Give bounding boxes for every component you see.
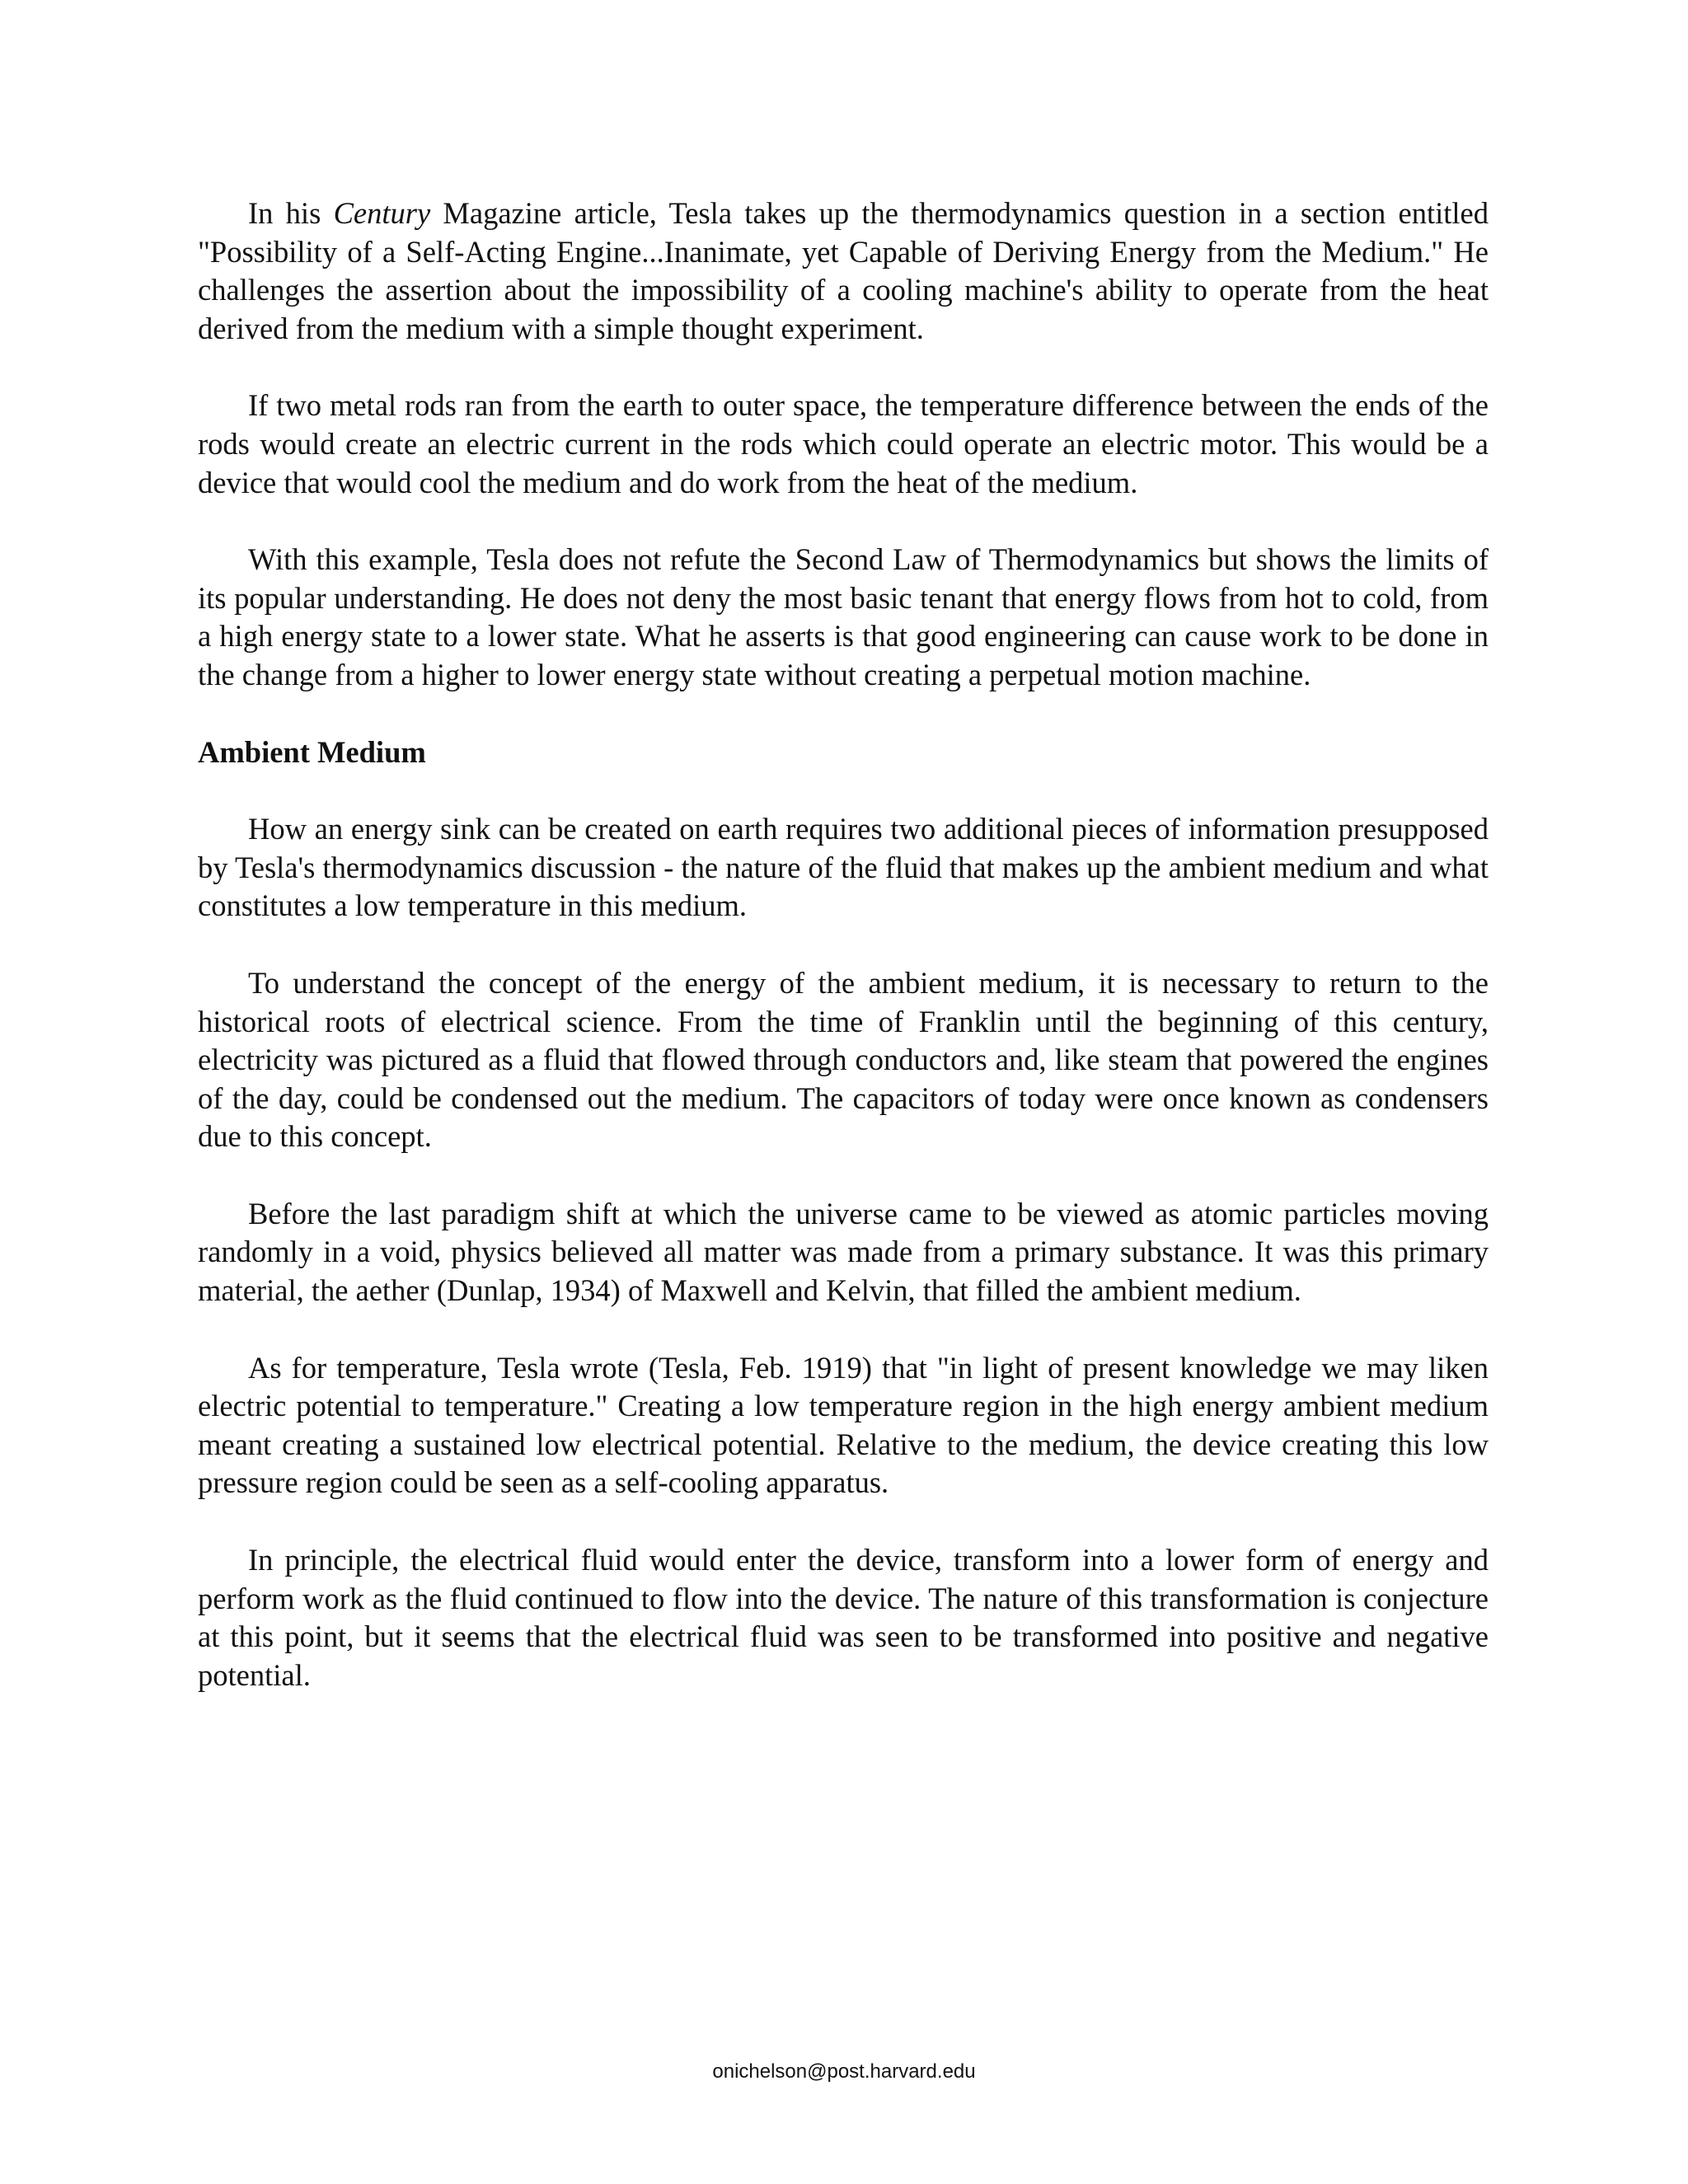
paragraph-century-article (198, 194, 1489, 348)
paragraph-electrical-fluid: In principle, the electrical fluid would enter the device, transform into a lower form of energy and perform work as the fluid continued to flow into the device. The nature of this transformation is conjecture at this point, but it seems that the electrical fluid was seen to be transformed into positive and negative potential. (198, 1543, 1489, 1692)
paragraph-energy-sink: How an energy sink can be created on earth requires two additional pieces of information presupposed by Tesla's thermodynamics discussion - the nature of the fluid that makes up the ambient medium and what constitutes a low temperature in this medium. (198, 812, 1489, 923)
paragraph-aether: Before the last paradigm shift at which the universe came to be viewed as atomic particles moving randomly in a void, physics believed all matter was made from a primary substance. It was this primary material, the aether (Dunlap, 1934) of Maxwell and Kelvin, that filled the ambient medium. (198, 1196, 1489, 1308)
paragraph-metal-rods: If two metal rods ran from the earth to outer space, the temperature difference between the ends of the rods would create an electric current in the rods which could operate an electric motor. This would be a device that would cool the medium and do work from the heat of the medium. (198, 388, 1489, 499)
paragraph-text-rest: Magazine article, Tesla takes up the thermodynamics question in a section entitled "Possibility of a Self-Acting Engine...Inanimate, yet Capable of Deriving Energy from the Medium." He challenges the assertion about the impossibility of a cooling machine's ability to operate from the heat derived from the medium with a simple thought experiment. (198, 196, 1489, 345)
paragraph-second-law: With this example, Tesla does not refute the Second Law of Thermodynamics but shows the limits of its popular understanding. He does not deny the most basic tenant that energy flows from hot to cold, from a high energy state to a lower state. What he asserts is that good engineering can cause work to be done in the change from a higher to lower energy state without creating a perpetual motion machine. (198, 542, 1489, 691)
paragraph-text-lead: In his (248, 196, 334, 230)
footer-email: onichelson@post.harvard.edu (712, 2060, 976, 2083)
document-page (198, 194, 1489, 1733)
paragraph-historical-roots: To understand the concept of the energy of the ambient medium, it is necessary to return to the historical roots of electrical science. From the time of Franklin until the beginning of this century, electricity was pictured as a fluid that flowed through conductors and, like steam that powered the engines of the day, could be condensed out the medium. The capacitors of today were once known as condensers due to this concept. (198, 965, 1489, 1154)
section-heading-ambient-medium: Ambient Medium (198, 734, 426, 769)
magazine-title: Century (333, 196, 431, 230)
paragraph-temperature: As for temperature, Tesla wrote (Tesla, Feb. 1919) that "in light of present knowledge we may liken electric potential to temperature." Creating a low temperature region in the high energy ambient medium meant creating a sustained low electrical potential. Relative to the medium, the device creating this low pressure region could be seen as a self-cooling apparatus. (198, 1350, 1489, 1500)
